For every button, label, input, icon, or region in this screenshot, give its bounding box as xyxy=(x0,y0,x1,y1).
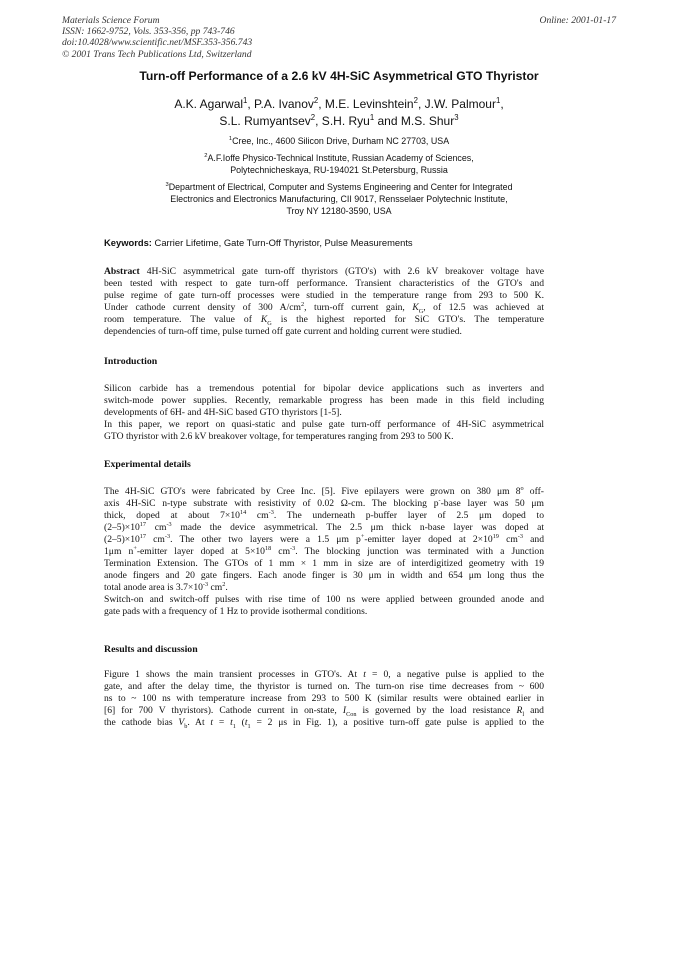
paragraph-line: thick, doped at about $7\times 10^{14}$ $cm^{-3}$. The underneath p-buffer layer of 2.5 μm doped to xyxy=(104,508,544,521)
abstract-label: Abstract xyxy=(104,266,140,277)
affiliation-mark: 1 xyxy=(495,96,501,105)
paragraph-line: gate, and after the delay time, the thyristor is turned on. The turn-on rise time decreases from ~ 600 xyxy=(104,681,544,692)
keywords-text: Carrier Lifetime, Gate Turn-Off Thyristor, Pulse Measurements xyxy=(151,237,413,248)
author-name: S.L. Rumyantsev xyxy=(219,114,311,128)
section-heading-results: Results and discussion xyxy=(104,644,198,655)
affiliation-text: A.F.Ioffe Physico-Technical Institute, Russian Academy of Sciences, xyxy=(207,153,474,163)
copyright-line: © 2001 Trans Tech Publications Ltd, Switzerland xyxy=(62,48,252,60)
abstract-block xyxy=(104,266,544,338)
paragraph-line: Silicon carbide has a tremendous potential for bipolar device applications such as inverters and xyxy=(104,383,544,394)
abstract-text: pulse regime of gate turn-off processes were studied in the temperature range from 293 to 500 K. xyxy=(104,290,544,301)
paragraph-line: gate pads with a frequency of 1 Hz to provide isothermal conditions. xyxy=(104,606,368,617)
author-name: A.K. Agarwal xyxy=(174,97,244,111)
introduction-block xyxy=(104,383,544,443)
abstract-text: dependencies of turn-off time, pulse turned off gate current and holding current were studied. xyxy=(104,326,462,337)
paragraph-line: In this paper, we report on quasi-static and pulse gate turn-off performance of 4H-SiC asymmetrical xyxy=(104,419,544,430)
affiliation-number: 1 xyxy=(228,136,233,143)
abstract-text: Under cathode current density of 300 $A/cm^2$, turn-off current gain, $K_G$, of 12.5 was achieved at xyxy=(104,300,544,315)
affiliation-mark: 2 xyxy=(310,113,316,122)
paragraph-line: total anode area is $3.7\times 10^{-3}$ $cm^2$. xyxy=(104,580,228,593)
paragraph-line: Switch-on and switch-off pulses with rise time of 100 ns were applied between grounded anode and xyxy=(104,594,544,605)
paragraph-line: $(2-5)\times 10^{17}$ $cm^{-3}$ made the device asymmetrical. The 2.5 μm thick n-base layer was doped at xyxy=(104,520,545,533)
author-name: , P.A. Ivanov xyxy=(247,97,314,111)
paragraph-line: Termination Extension. The GTOs of 1 mm × 1 mm in size are of interdigitized geometry with 19 xyxy=(104,558,544,569)
issn-line: ISSN: 1662-9752, Vols. 353-356, pp 743-746 xyxy=(62,26,235,38)
doi-link[interactable]: doi:10.4028/www.scientific.net/MSF.353-356.743 xyxy=(62,37,253,49)
paragraph-line: $(2-5)\times 10^{17}$ $cm^{-3}$. The other two layers were a 1.5 μm p+-emitter layer doped at $2\times 10^{19}$ $cm^{-3}$ and xyxy=(104,532,544,545)
paragraph-line: the cathode bias $V_b$. At $t = t_1$ ($t_1 = 2$ μs in Fig. 1), a positive turn-off gate pulse is applied to the xyxy=(104,717,544,730)
affiliation-mark: 2 xyxy=(313,96,319,105)
paragraph-line: axis 4H-SiC n-type substrate with resistivity of 0.02 Ω-cm. The blocking p--base layer was 50 μm xyxy=(104,496,544,509)
affiliation-mark: 3 xyxy=(454,113,459,122)
affiliation-mark: 2 xyxy=(413,96,418,105)
abstract-text: 4H-SiC asymmetrical gate turn-off thyristors (GTO's) with 2.6 kV breakover voltage have xyxy=(139,266,544,277)
affiliation-1 xyxy=(60,135,618,147)
author-name: , J.W. Palmour xyxy=(417,97,496,111)
keywords-line xyxy=(104,237,413,248)
affiliation-3 xyxy=(60,181,618,217)
affiliation-text: Polytechnicheskaya, RU-194021 St.Petersburg, Russia xyxy=(230,165,448,175)
abstract-text: room temperature. The value of $K_G$ is the highest reported for SiC GTO's. The temperature xyxy=(104,314,544,327)
paragraph-line: GTO thyristor with 2.6 kV breakover voltage, for temperatures ranging from 293 to 500 K. xyxy=(104,431,454,442)
paper-title: Turn-off Performance of a 2.6 kV 4H-SiC Asymmetrical GTO Thyristor xyxy=(139,69,539,83)
section-heading-experimental: Experimental details xyxy=(104,459,191,470)
experimental-block xyxy=(104,486,544,618)
affiliation-mark: 1 xyxy=(369,113,375,122)
paragraph-line: Figure 1 shows the main transient processes in GTO's. At t = 0, a negative pulse is applied to the xyxy=(104,669,544,680)
online-date: Online: 2001-01-17 xyxy=(539,15,616,26)
affiliation-mark: 1 xyxy=(243,96,248,105)
author-list: A.K. Agarwal$^1$, P.A. Ivanov$^2$, M.E. Levinshtein$^2$, J.W. Palmour$^1$, S.L. Rumyantsev$^2$, S.H. Ryu$^1$ and M.S. Shur$^3$ xyxy=(174,96,504,128)
paragraph-line: 1μm n+-emitter layer doped at $5\times 10^{18}$ $cm^{-3}$. The blocking junction was terminated with a Junction xyxy=(104,544,544,557)
publication-metadata xyxy=(62,15,252,60)
affiliation-number: 2 xyxy=(204,153,208,160)
author-name: , M.E. Levinshtein xyxy=(318,97,414,111)
affiliation-2 xyxy=(60,152,618,176)
paragraph-line: ns to ~ 100 ns with temperature increase from 293 to 500 K (similar results were obtained earlier in xyxy=(104,693,544,704)
section-heading-introduction: Introduction xyxy=(104,356,158,367)
affiliation-text: Department of Electrical, Computer and Systems Engineering and Center for Integrated xyxy=(168,182,513,192)
author-name: , S.H. Ryu xyxy=(315,114,370,128)
paragraph-line: [6] for 700 V thyristors). Cathode current in on-state, $I_{Con}$ is governed by the load resistance $R_l$ and xyxy=(104,705,544,718)
affiliation-number: 3 xyxy=(165,182,169,189)
keywords-label: Keywords: xyxy=(104,237,152,248)
affiliation-text: Troy NY 12180-3590, USA xyxy=(286,206,392,216)
affiliation-text: Electronics and Electronics Manufacturing, CII 9017, Rensselaer Polytechnic Institute, xyxy=(170,194,508,204)
paragraph-line: anode fingers and 20 gate fingers. Each anode finger is 30 μm in width and 654 μm long thus the xyxy=(104,570,544,581)
abstract-text: been tested with respect to gate turn-off performance. Transient characteristics of the GTO's and xyxy=(104,278,544,289)
paragraph-line: switch-mode power supplies. Recently, remarkable progress has been made in this field including xyxy=(104,395,544,406)
affiliation-text: Cree, Inc., 4600 Silicon Drive, Durham NC 27703, USA xyxy=(232,136,450,146)
journal-name: Materials Science Forum xyxy=(62,15,160,26)
paragraph-line: The 4H-SiC GTO's were fabricated by Cree Inc. [5]. Five epilayers were grown on 380 μm 8$^o$ off- xyxy=(104,484,544,497)
results-block xyxy=(104,669,544,729)
author-name: and M.S. Shur xyxy=(374,114,455,128)
paragraph-line: developments of 6H- and 4H-SiC based GTO thyristors [1-5]. xyxy=(104,407,342,418)
